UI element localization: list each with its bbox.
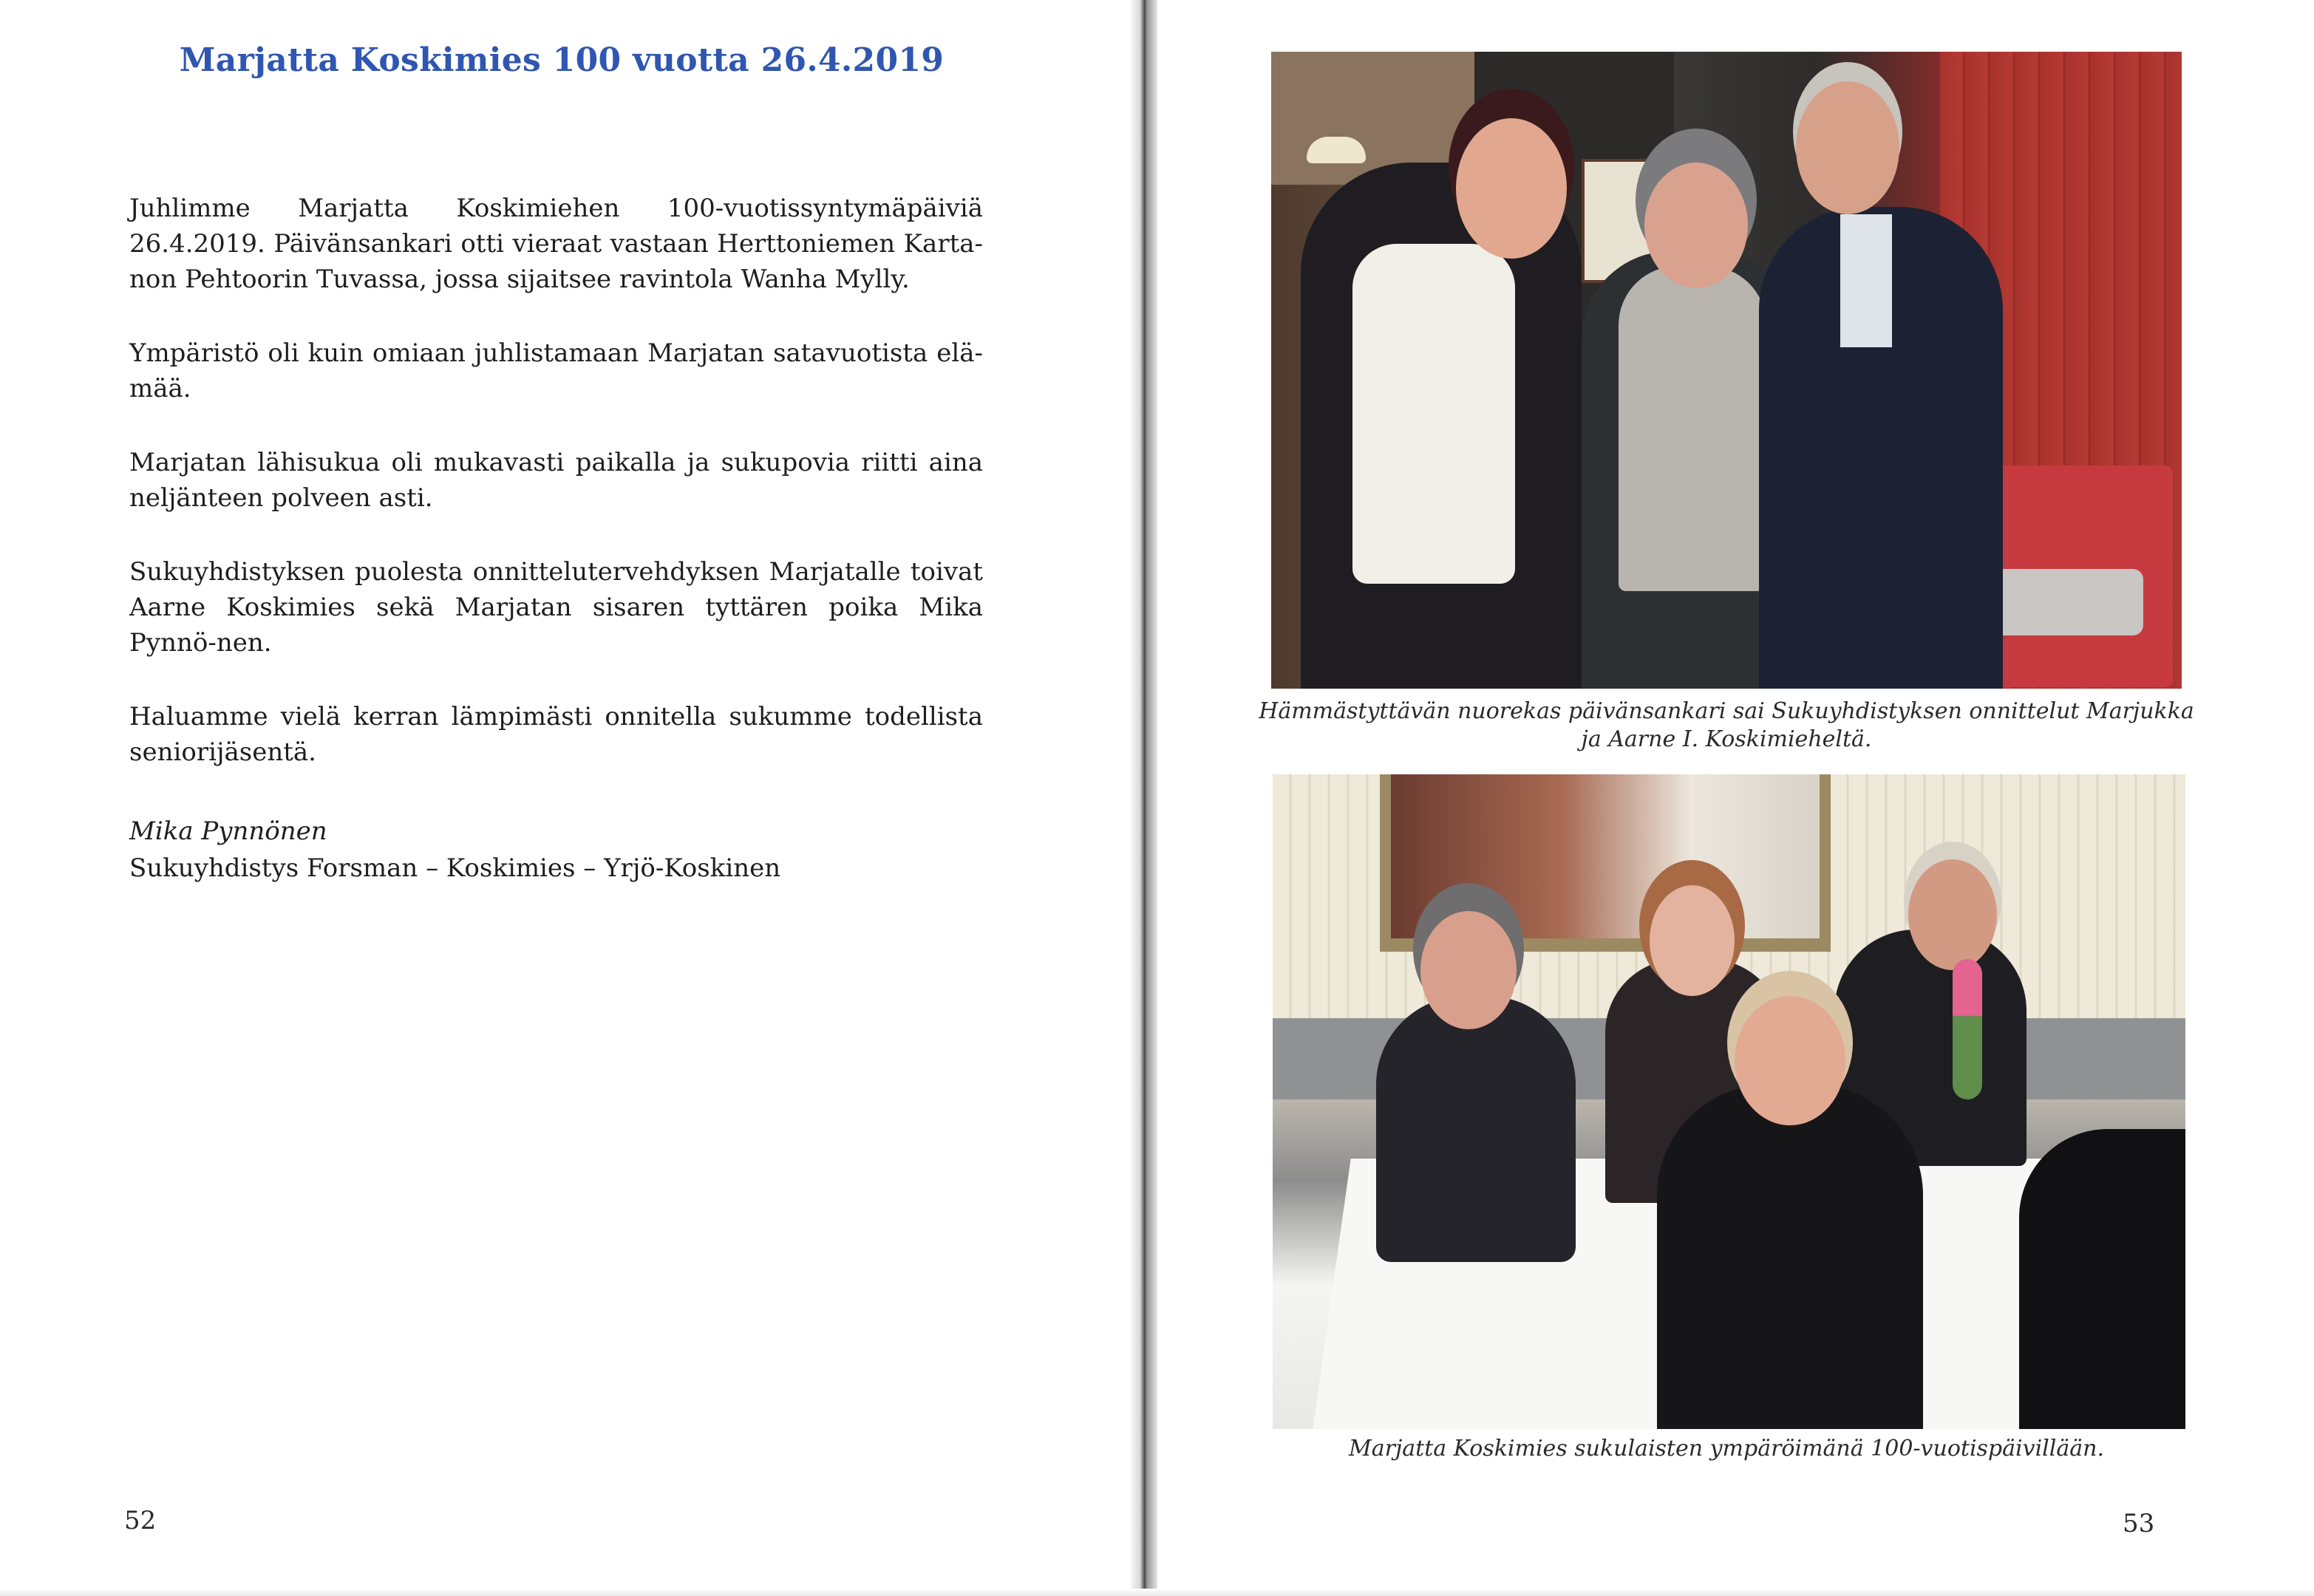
foreground-person — [2019, 1129, 2185, 1429]
organization-name: Sukuyhdistys Forsman – Koskimies – Yrjö-Koskinen — [129, 853, 781, 883]
page-number-right: 53 — [2123, 1509, 2155, 1538]
pink-flowers — [1953, 959, 1982, 1099]
signature-block — [129, 813, 983, 887]
article-title: Marjatta Koskimies 100 vuotta 26.4.2019 — [179, 41, 945, 79]
photo-caption-2: Marjatta Koskimies sukulaisten ympäröimänä 100-vuotispäivillään. — [1349, 1436, 2104, 1462]
photo-family-dinner — [1273, 774, 2185, 1429]
paragraph-5: Haluamme vielä kerran lämpimästi onnitella sukumme todellista seniorijäsentä. — [129, 702, 983, 767]
birthday-woman-head — [1644, 163, 1748, 288]
young-woman-head — [1650, 885, 1735, 996]
man-shirt — [1840, 214, 1892, 347]
photo-caption-1: Hämmästyttävän nuorekas päivänsankari sai Sukuyhdistyksen onnittelut Marjukka ja Aarne I. Koskimieheltä. — [1259, 698, 2194, 752]
page-number-left: 52 — [124, 1506, 157, 1535]
smiling-woman-head — [1735, 996, 1845, 1125]
woman-left-head — [1456, 118, 1567, 259]
paragraph-2: Ympäristö oli kuin omiaan juhlistamaan Marjatan satavuotista elä-mää. — [129, 338, 983, 403]
older-man-head — [1908, 859, 1997, 970]
birthday-woman-seated — [1376, 996, 1576, 1262]
article-body — [129, 191, 983, 808]
birthday-woman-seated-head — [1420, 911, 1517, 1029]
left-page — [0, 0, 1131, 1596]
grey-scarf — [1619, 266, 1766, 591]
paragraph-4: Sukuyhdistyksen puolesta onnittelutervehdyksen Marjatalle toivat Aarne Koskimies sekä Marjatan sisaren tyttären poika Mika Pynnö-nen. — [129, 557, 983, 658]
ceiling-lamp — [1307, 137, 1366, 163]
author-name: Mika Pynnönen — [129, 816, 327, 846]
man-right-head — [1796, 81, 1899, 214]
page-bottom-edge — [0, 1589, 2314, 1596]
white-cardigan — [1352, 244, 1515, 584]
photo-birthday-greeting — [1271, 52, 2182, 689]
smiling-woman — [1657, 1085, 1923, 1429]
paragraph-1: Juhlimme Marjatta Koskimiehen 100-vuotissyntymäpäiviä 26.4.2019. Päivänsankari otti vieraat vastaan Herttoniemen Karta-non Pehtoorin Tuvassa, jossa sijaitsee ravintola Wanha Mylly. — [129, 194, 983, 294]
book-gutter — [1131, 0, 1157, 1596]
paragraph-3: Marjatan lähisukua oli mukavasti paikalla ja sukupovia riitti aina neljänteen polveen asti. — [129, 448, 983, 513]
